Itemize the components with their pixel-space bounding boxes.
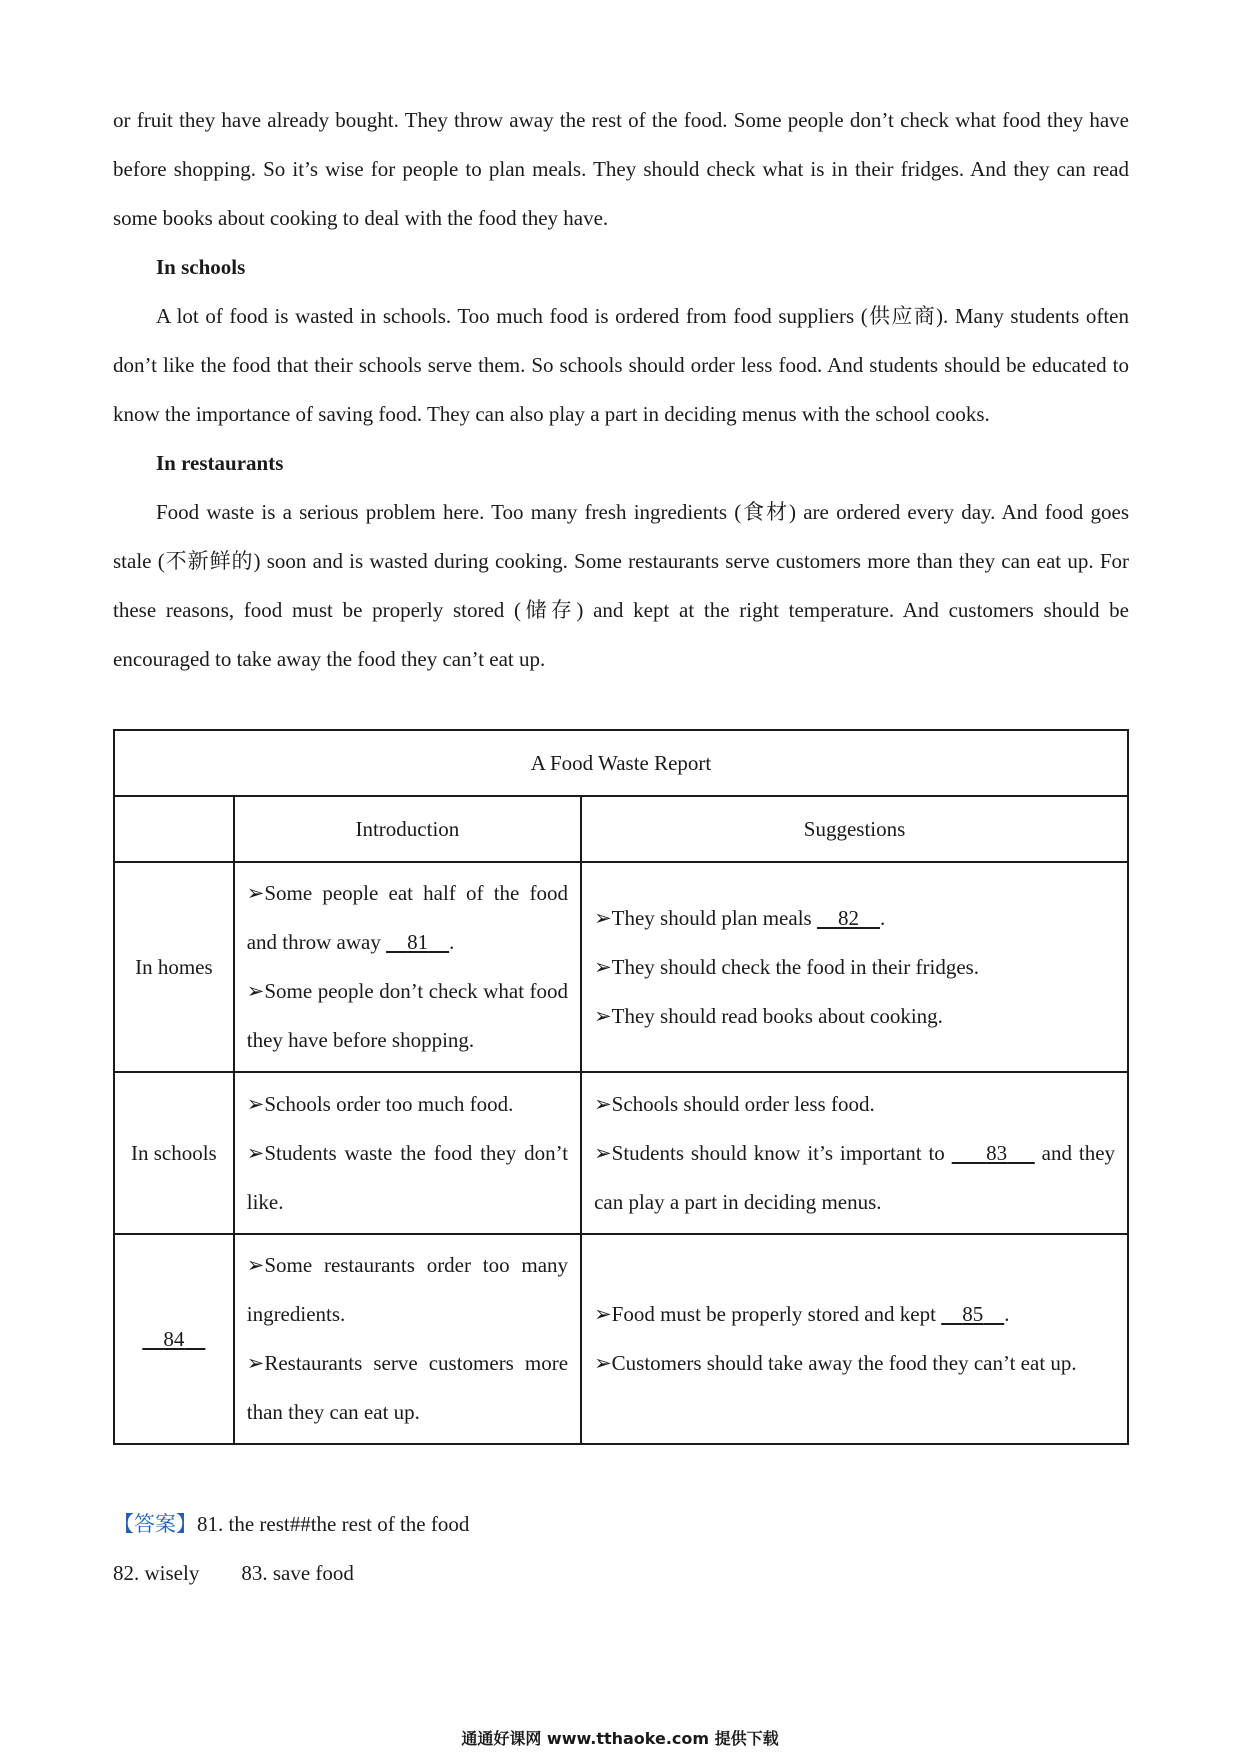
schools-sugg-2: ➢Students should know it’s important to — [594, 1140, 945, 1165]
answer-line-1: 81. the rest##the rest of the food — [197, 1512, 470, 1536]
answer-82: 82. wisely — [113, 1561, 200, 1585]
blank-82: 82 — [837, 905, 859, 930]
homes-introduction: ➢Some people eat half of the food and throw away 81 . ➢Some people don’t check what food they have before shopping. — [234, 862, 581, 1072]
header-suggestions: Suggestions — [581, 796, 1128, 862]
blank-83: 83 — [986, 1140, 1008, 1165]
homes-sugg-2: ➢They should check the food in their fridges. — [594, 954, 980, 979]
schools-intro-1: ➢Schools order too much food. — [246, 1091, 514, 1116]
row-label-blank-84: 84 — [114, 1234, 234, 1444]
row-label-homes: In homes — [114, 862, 234, 1072]
food-waste-report-table — [113, 729, 1129, 1445]
answer-tag: 【答案】 — [113, 1512, 197, 1536]
rest-intro-2: ➢Restaurants serve customers more than they can eat up. — [246, 1351, 569, 1424]
blank-85: 85 — [962, 1302, 984, 1326]
home-paragraph: or fruit they have already bought. They throw away the rest of the food. Some people don’t check what food they have before shopping. So it’s wise for people to plan meals. They should check what is in their fridges. And they can read some books about cooking to deal with the food they have. — [113, 108, 1129, 230]
table-row — [114, 862, 1128, 1072]
schools-intro-2: ➢Students waste the food they don’t like. — [246, 1140, 569, 1214]
schools-sugg-1: ➢Schools should order less food. — [594, 1091, 875, 1116]
schools-suggestions — [581, 1072, 1128, 1234]
homes-intro-1: ➢Some people eat half of the food and throw away — [246, 881, 569, 954]
blank-81: 81 — [407, 930, 429, 954]
row-label-schools: In schools — [114, 1072, 234, 1234]
restaurants-suggestions: ➢Food must be properly stored and kept 85 . ➢Customers should take away the food they can’t eat up. — [581, 1234, 1128, 1444]
homes-sugg-1: ➢They should plan meals — [594, 905, 812, 930]
schools-introduction — [234, 1072, 581, 1234]
schools-paragraph: A lot of food is wasted in schools. Too much food is ordered from food suppliers (供应商). Many students often don’t like the food that their schools serve them. So schools should order less food. And students should be educated to know the importance of saving food. They can also play a part in deciding menus with the school cooks. — [113, 304, 1129, 426]
header-introduction: Introduction — [234, 796, 581, 862]
header-empty — [114, 796, 234, 862]
table-title: A Food Waste Report — [114, 730, 1128, 796]
homes-intro-2: ➢Some people don’t check what food they have before shopping. — [246, 979, 569, 1052]
homes-suggestions: ➢They should plan meals 82 . ➢They should check the food in their fridges. ➢They should read books about cooking. — [581, 862, 1128, 1072]
answer-section — [113, 1500, 469, 1598]
homes-sugg-3: ➢They should read books about cooking. — [594, 1003, 943, 1028]
answer-83: 83. save food — [241, 1561, 354, 1585]
passage — [113, 96, 1129, 684]
table-row — [114, 1072, 1128, 1234]
rest-sugg-1: ➢Food must be properly stored and kept — [594, 1302, 936, 1326]
restaurants-paragraph: Food waste is a serious problem here. Too many fresh ingredients (食材) are ordered every day. And food goes stale (不新鲜的) soon and is wasted during cooking. Some restaurants serve customers more than they can eat up. For these reasons, food must be properly stored (储存) and kept at the right temperature. And customers should be encouraged to take away the food they can’t eat up. — [113, 500, 1129, 671]
rest-sugg-2: ➢Customers should take away the food they can’t eat up. — [594, 1351, 1077, 1375]
rest-intro-1: ➢Some restaurants order too many ingredients. — [246, 1253, 569, 1326]
table-row — [114, 1234, 1128, 1444]
footer-watermark: 通通好课网 www.tthaoke.com 提供下载 — [461, 1729, 779, 1748]
schools-heading: In schools — [156, 255, 246, 279]
restaurants-heading: In restaurants — [156, 451, 284, 475]
schools-sugg-3: and they can play a part in deciding menus. — [594, 1140, 1116, 1214]
restaurants-introduction — [234, 1234, 581, 1444]
